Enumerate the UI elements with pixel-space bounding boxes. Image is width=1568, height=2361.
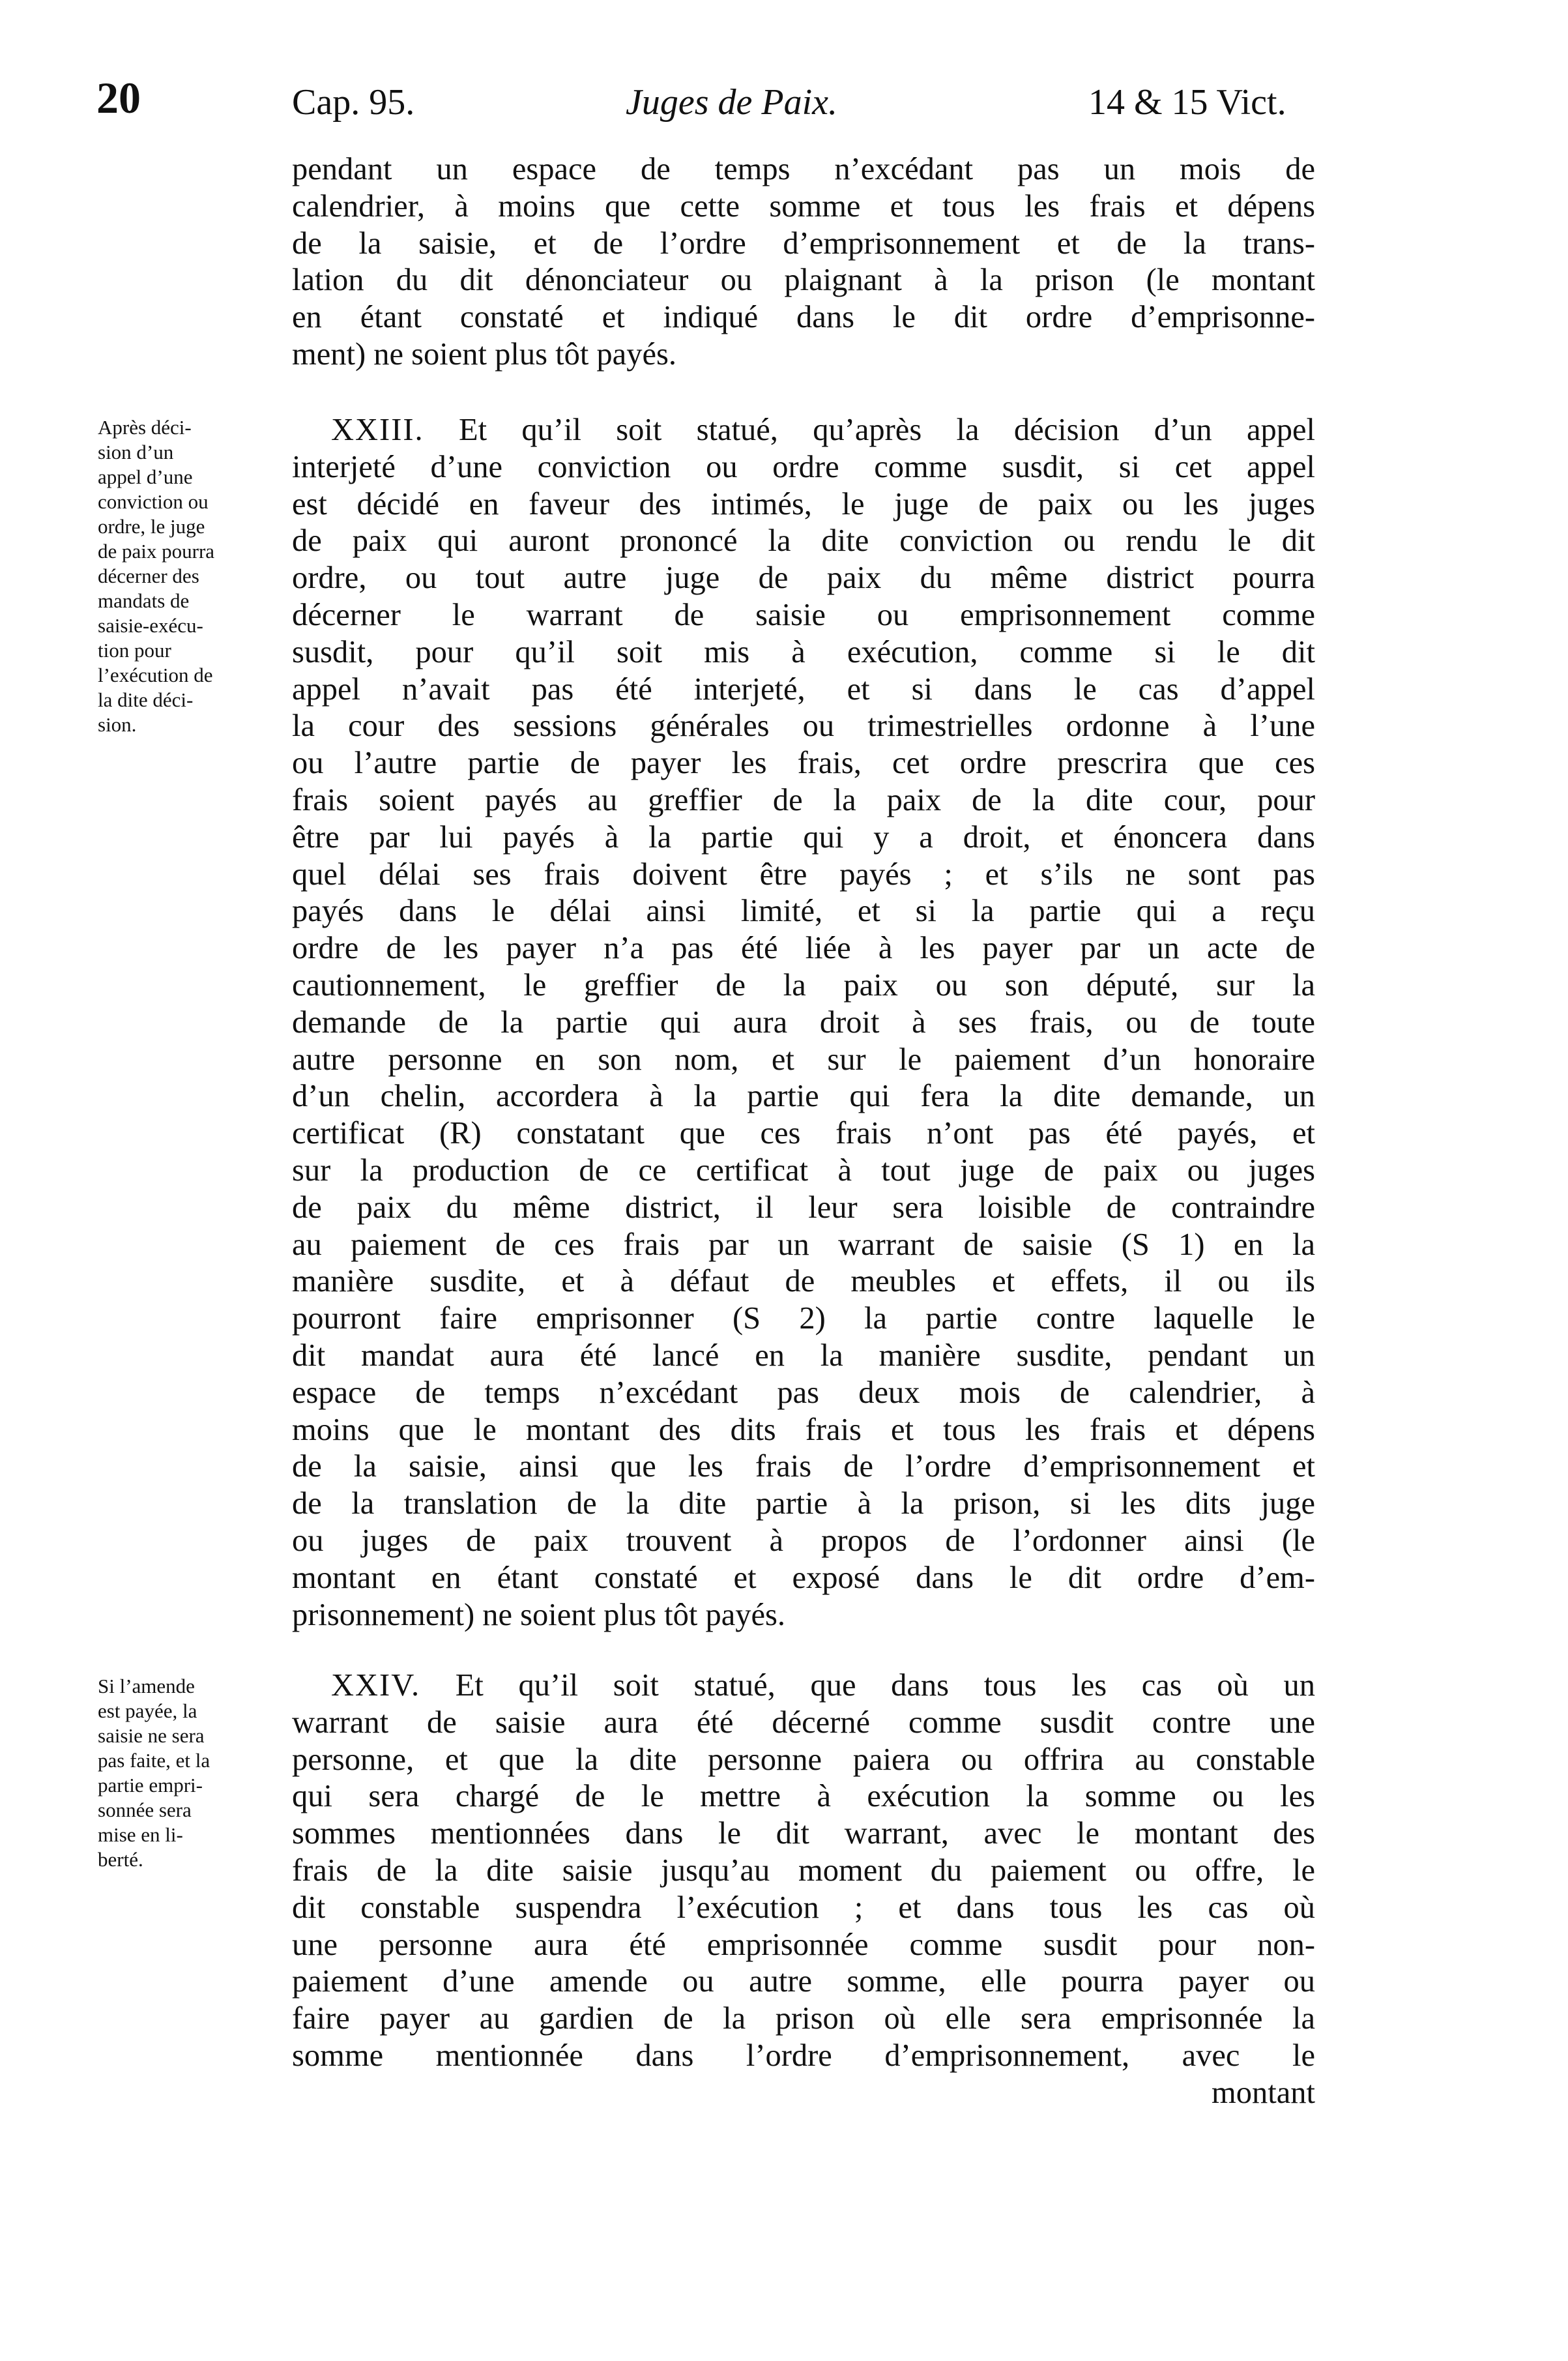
text-line: est décidé en faveur des intimés, le juge de paix ou les juges <box>292 486 1315 521</box>
margin-note-line: pas faite, et la <box>98 1749 211 1772</box>
margin-note-line: Si l’amende <box>98 1675 195 1697</box>
text-line: de paix du même district, il leur sera loisible de contraindre <box>292 1190 1315 1225</box>
regnal-year: 14 & 15 Vict. <box>1088 82 1286 123</box>
text-line: ment) ne soient plus tôt payés. <box>292 336 676 372</box>
text-line: ordre de les payer n’a pas été liée à les payer par un acte de <box>292 931 1315 966</box>
text-line: de la translation de la dite partie à la prison, si les dits juge <box>292 1486 1315 1521</box>
text-line: certificat (R) constatant que ces frais n’ont pas été payés, et <box>292 1116 1315 1151</box>
margin-note-line: sion. <box>98 713 137 736</box>
text-line: appel n’avait pas été interjeté, et si dans le cas d’appel <box>292 671 1315 707</box>
text-line: autre personne en son nom, et sur le paiement d’un honoraire <box>292 1042 1315 1077</box>
text-line: frais de la dite saisie jusqu’au moment du paiement ou offre, le <box>292 1853 1315 1888</box>
text-line: demande de la partie qui aura droit à ses frais, ou de toute <box>292 1005 1315 1040</box>
text-line: manière susdite, et à défaut de meubles et effets, il ou ils <box>292 1264 1315 1299</box>
text-line: de la saisie, et de l’ordre d’emprisonnement et de la trans- <box>292 226 1315 261</box>
running-title: Juges de Paix. <box>626 82 837 123</box>
text-line: interjeté d’une conviction ou ordre comme susdit, si cet appel <box>292 449 1315 484</box>
text-line: payés dans le délai ainsi limité, et si la partie qui a reçu <box>292 894 1315 929</box>
margin-note-line: mise en li- <box>98 1823 183 1846</box>
text-line: au paiement de ces frais par un warrant de saisie (S 1) en la <box>292 1227 1315 1262</box>
text-line: la cour des sessions générales ou trimestrielles ordonne à l’une <box>292 709 1315 744</box>
text-line: frais soient payés au greffier de la paix de la dite cour, pour <box>292 782 1315 817</box>
text-line: cautionnement, le greffier de la paix ou son député, sur la <box>292 967 1315 1003</box>
text-line: prisonnement) ne soient plus tôt payés. <box>292 1597 786 1632</box>
section-23-first-line: Et qu’il soit statué, qu’après la décision d’un appel <box>458 413 1315 447</box>
text-line <box>292 1667 1315 1705</box>
margin-note-line: ordre, le juge <box>98 515 205 538</box>
continuation-paragraph <box>292 151 1315 374</box>
text-line: calendrier, à moins que cette somme et tous les frais et dépens <box>292 188 1315 224</box>
section-24-first-line: Et qu’il soit statué, que dans tous les cas où un <box>455 1668 1316 1703</box>
margin-note-line: tion pour <box>98 639 171 662</box>
text-line: ordre, ou tout autre juge de paix du même district pourra <box>292 561 1315 596</box>
text-line: sommes mentionnées dans le dit warrant, avec le montant des <box>292 1816 1315 1851</box>
text-line: être par lui payés à la partie qui y a droit, et énoncera dans <box>292 819 1315 855</box>
text-line: lation du dit dénonciateur ou plaignant à la prison (le montant <box>292 263 1315 298</box>
section-23-paragraph <box>292 412 1315 1634</box>
text-line <box>292 412 1315 449</box>
section-number: XXIII. <box>331 413 424 447</box>
chapter-label: Cap. 95. <box>292 82 415 123</box>
text-line: faire payer au gardien de la prison où elle sera emprisonnée la <box>292 2001 1315 2036</box>
text-line: pourront faire emprisonner (S 2) la partie contre laquelle le <box>292 1301 1315 1336</box>
text-line: somme mentionnée dans l’ordre d’emprisonnement, avec le <box>292 2038 1315 2073</box>
margin-note-line: est payée, la <box>98 1699 197 1722</box>
margin-note-line: la dite déci- <box>98 688 194 711</box>
page-number: 20 <box>96 73 141 123</box>
margin-note-line: appel d’une <box>98 465 193 488</box>
margin-note-section-24 <box>98 1674 291 1872</box>
text-line: personne, et que la dite personne paiera ou offrira au constable <box>292 1742 1315 1777</box>
text-line: d’un chelin, accordera à la partie qui fera la dite demande, un <box>292 1079 1315 1114</box>
margin-note-line: saisie-exécu- <box>98 614 203 637</box>
margin-note-line: Après déci- <box>98 416 192 439</box>
margin-note-line: saisie ne sera <box>98 1724 205 1747</box>
text-line: une personne aura été emprisonnée comme susdit pour non- <box>292 1927 1315 1962</box>
text-line: pendant un espace de temps n’excédant pas un mois de <box>292 152 1315 186</box>
text-line: ou l’autre partie de payer les frais, cet ordre prescrira que ces <box>292 746 1315 781</box>
text-line: ou juges de paix trouvent à propos de l’ordonner ainsi (le <box>292 1523 1315 1558</box>
margin-note-line: de paix pourra <box>98 540 215 563</box>
text-line: paiement d’une amende ou autre somme, elle pourra payer ou <box>292 1964 1315 1999</box>
margin-note-line: partie empri- <box>98 1774 203 1796</box>
text-line: décerner le warrant de saisie ou emprisonnement comme <box>292 597 1315 632</box>
text-line: espace de temps n’excédant pas deux mois de calendrier, à <box>292 1375 1315 1410</box>
text-line: susdit, pour qu’il soit mis à exécution, comme si le dit <box>292 634 1315 669</box>
margin-note-line: berté. <box>98 1848 143 1871</box>
margin-note-line: mandats de <box>98 589 190 612</box>
text-line: dit constable suspendra l’exécution ; et dans tous les cas où <box>292 1890 1315 1925</box>
text-line: dit mandat aura été lancé en la manière susdite, pendant un <box>292 1338 1315 1373</box>
text-line: de paix qui auront prononcé la dite conviction ou rendu le dit <box>292 523 1315 559</box>
text-line: moins que le montant des dits frais et tous les frais et dépens <box>292 1412 1315 1447</box>
margin-note-line: sonnée sera <box>98 1798 192 1821</box>
text-line: qui sera chargé de le mettre à exécution la somme ou les <box>292 1779 1315 1814</box>
text-line: sur la production de ce certificat à tout juge de paix ou juges <box>292 1152 1315 1188</box>
text-line: quel délai ses frais doivent être payés ; et s’ils ne sont pas <box>292 857 1315 892</box>
catchword: montant <box>1212 2075 1315 2110</box>
margin-note-line: sion d’un <box>98 441 174 463</box>
section-number: XXIV. <box>331 1668 421 1703</box>
margin-note-section-23 <box>98 415 291 737</box>
text-line: de la saisie, ainsi que les frais de l’ordre d’emprisonnement et <box>292 1449 1315 1484</box>
margin-note-line: décerner des <box>98 565 199 587</box>
margin-note-line: conviction ou <box>98 490 209 513</box>
text-line: warrant de saisie aura été décerné comme susdit contre une <box>292 1705 1315 1740</box>
section-24-paragraph <box>292 1667 1315 2112</box>
text-line: en étant constaté et indiqué dans le dit ordre d’emprisonne- <box>292 300 1315 335</box>
text-line: montant en étant constaté et exposé dans le dit ordre d’em- <box>292 1560 1315 1595</box>
margin-note-line: l’exécution de <box>98 664 213 686</box>
